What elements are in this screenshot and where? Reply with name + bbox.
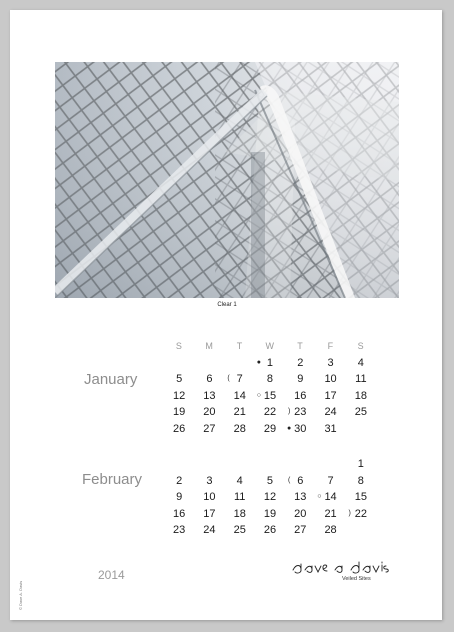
calendar-day [346,473,376,490]
new-moon-icon: ● [287,424,292,432]
day-number: 6 [297,474,304,487]
weekday-header: M [205,341,214,351]
calendar-day [164,421,194,438]
day-number: 14 [324,491,337,503]
day-number: 12 [173,389,186,402]
calendar-day [164,371,194,388]
calendar-grid-february [164,456,376,539]
day-number: 3 [206,474,213,487]
day-number: 12 [263,491,277,503]
day-number: 15 [263,389,277,402]
calendar-day [225,355,255,372]
calendar-day [225,522,255,539]
day-number: 10 [203,491,216,503]
year-label: 2014 [98,568,125,582]
day-number: 8 [266,373,274,385]
calendar-day [194,421,224,438]
day-number: 21 [324,507,337,520]
photo-caption: Clear 1 [217,302,237,308]
calendar-day [285,355,315,372]
day-number: 27 [294,524,307,536]
calendar-day [346,404,376,421]
day-number: 11 [355,373,367,385]
day-number: 23 [173,524,186,536]
day-number: 17 [324,389,337,402]
day-number: 10 [324,373,337,385]
day-number: 9 [176,491,183,503]
calendar-day [346,371,376,388]
calendar-day [225,388,255,405]
last-quarter-icon: ) [287,408,291,415]
day-number: 18 [354,389,367,402]
calendar-day [225,489,255,506]
calendar-day [255,489,285,506]
day-number: 25 [233,524,246,536]
calendar-day [194,456,224,473]
calendar-day [346,456,376,473]
day-number: 26 [263,524,277,536]
day-number: 4 [236,474,243,487]
calendar-day [315,473,345,490]
calendar-day [194,388,224,405]
calendar-day [164,404,194,421]
calendar-day [194,404,224,421]
calendar-day [164,388,194,405]
weekday-header: S [175,341,183,351]
day-number: 1 [266,356,274,369]
day-number: 2 [297,356,304,369]
day-number: 6 [206,373,213,385]
calendar-day [164,489,194,506]
calendar-day [225,371,255,388]
calendar-day [315,404,345,421]
day-number: 31 [324,422,337,435]
calendar-grid-january [164,338,376,437]
calendar-day [255,522,285,539]
day-number: 22 [354,507,367,520]
calendar-day [255,456,285,473]
calendar-day [255,371,285,388]
day-number: 20 [203,406,216,418]
chain-link-fence-photo [55,62,399,298]
first-quarter-icon: ( [287,476,291,484]
day-number: 5 [266,474,274,487]
day-number: 27 [203,422,216,435]
calendar-day [285,473,315,490]
calendar-day [225,506,255,523]
calendar-day [315,355,345,372]
calendar-day [255,506,285,523]
weekday-header: T [297,341,304,351]
day-number: 24 [324,406,337,418]
calendar-day [315,522,345,539]
day-number: 28 [324,524,337,536]
day-number: 21 [233,406,246,418]
calendar-day [315,388,345,405]
calendar-day [346,421,376,438]
calendar-day [285,489,315,506]
calendar-day [315,371,345,388]
calendar-day [255,388,285,405]
calendar-day [164,456,194,473]
day-number: 13 [203,389,216,402]
series-title: Veiled Sites [342,576,371,582]
calendar-day [285,388,315,405]
day-number: 4 [357,356,364,369]
calendar-day [285,506,315,523]
day-number: 13 [294,491,307,503]
day-number: 9 [297,373,304,385]
first-quarter-icon: ( [227,375,230,382]
calendar-day [194,506,224,523]
full-moon-icon: ○ [317,493,322,500]
calendar-day [225,404,255,421]
calendar-day [164,355,194,372]
day-number: 7 [236,373,243,385]
calendar-day [255,473,285,490]
calendar-day [255,421,285,438]
calendar-day [225,421,255,438]
calendar-day [346,489,376,506]
calendar-day [315,506,345,523]
weekday-header: T [236,341,243,351]
full-moon-icon: ○ [256,391,261,399]
calendar-day [164,473,194,490]
weekday-header: W [265,341,275,351]
calendar-day [285,522,315,539]
day-number: 30 [294,422,307,435]
calendar-day [285,421,315,438]
calendar-day [285,404,315,421]
weekday-header: S [357,341,365,351]
day-number: 19 [263,507,277,520]
calendar-day [194,522,224,539]
calendar-day [225,456,255,473]
day-number: 1 [357,458,364,470]
day-number: 20 [294,507,307,520]
day-number: 18 [233,507,246,520]
day-number: 16 [294,389,307,402]
weekday-header: F [327,341,334,351]
calendar-day [164,506,194,523]
calendar-day [285,456,315,473]
calendar-day [194,473,224,490]
day-number: 15 [354,491,367,503]
day-number: 2 [176,474,183,487]
day-number: 14 [233,389,246,402]
day-number: 28 [233,422,246,435]
calendar-day [346,355,376,372]
day-number: 24 [203,524,216,536]
calendar-day [194,355,224,372]
calendar-day [255,355,285,372]
month-name-february: February [82,471,143,488]
new-moon-icon: ● [256,358,261,366]
month-name-january: January [84,371,138,388]
calendar-day [164,522,194,539]
calendar-day [255,404,285,421]
artist-signature-logo [291,556,391,578]
day-number: 19 [173,406,186,418]
copyright-notice: © Dave A. Davis [18,580,23,610]
day-number: 11 [233,491,246,503]
calendar-day [194,371,224,388]
day-number: 17 [203,507,216,520]
calendar-day [346,388,376,405]
calendar-day [315,489,345,506]
calendar-day [346,506,376,523]
day-number: 25 [354,406,367,418]
day-number: 26 [173,422,186,435]
day-number: 16 [173,507,186,520]
day-number: 29 [263,422,277,435]
day-number: 7 [327,474,334,487]
day-number: 22 [263,406,277,418]
day-number: 8 [357,474,364,487]
day-number: 23 [294,406,307,418]
calendar-day [225,473,255,490]
calendar-day [315,421,345,438]
day-number: 5 [176,373,183,385]
calendar-day [285,371,315,388]
last-quarter-icon: ) [348,509,351,517]
calendar-page [10,10,442,620]
calendar-day [315,456,345,473]
calendar-day [194,489,224,506]
day-number: 3 [327,356,334,369]
calendar-day [346,522,376,539]
